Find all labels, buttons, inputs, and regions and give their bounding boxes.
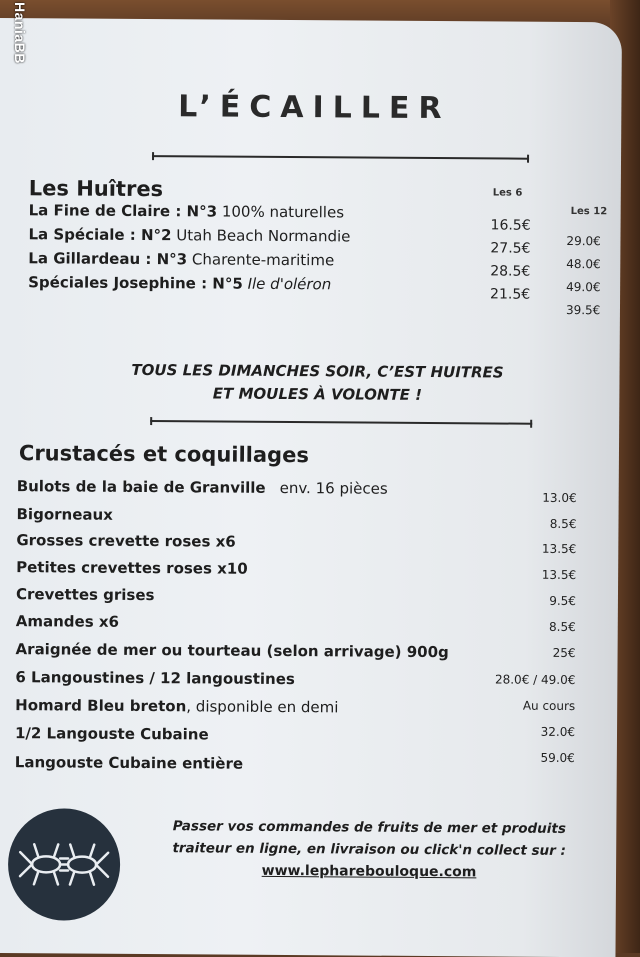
title-divider [152,155,529,160]
menu-item: Langouste Cubaine entière [14,753,244,773]
oyster-price-6: 27.5€ [490,240,531,257]
oyster-price-6: 16.5€ [490,217,531,234]
order-info-line-2: traiteur en ligne, en livraison ou click'n collect sur : [172,840,566,859]
item-price: 59.0€ [540,750,575,766]
col-header-12: Les 12 [570,205,608,218]
oyster-price-12: 49.0€ [566,279,601,295]
website-link[interactable]: www.lepharebouloque.com [261,862,477,881]
menu-page [0,18,622,957]
lobster-logo-icon [8,808,121,921]
oyster-price-12: 29.0€ [566,233,601,249]
promo-line-1: TOUS LES DIMANCHES SOIR, C’EST HUITRES [131,360,504,382]
promo-banner [57,358,577,408]
item-price: 32.0€ [540,724,576,740]
item-price: 28.0€ / 49.0€ [494,672,576,688]
menu-item: Petites crevettes roses x10 [16,558,248,578]
menu-item: Bigorneaux [16,505,113,524]
item-price: 9.5€ [549,593,576,609]
oyster-price-12: 48.0€ [566,256,601,272]
menu-item: 1/2 Langouste Cubaine [14,724,209,744]
item-price: Au cours [522,698,576,714]
restaurant-title: L’ÉCAILLER [178,89,451,127]
oyster-price-6: 21.5€ [490,286,531,303]
item-price: 13.0€ [542,490,577,506]
menu-item: Araignée de mer ou tourteau (selon arrivage) 900g [15,640,449,662]
order-info [144,815,594,884]
menu-item: 6 Langoustines / 12 langoustines [15,668,295,689]
item-price: 13.5€ [541,541,577,557]
col-header-6: Les 6 [492,187,523,199]
menu-item: Bulots de la baie de Granville env. 16 pièces [16,477,388,498]
item-price: 8.5€ [549,516,577,532]
menu-item: Grosses crevette roses x6 [16,531,236,551]
promo-divider [150,420,532,425]
menu-item: Homard Bleu breton, disponible en demi [15,696,339,717]
menu-item: Amandes x6 [15,612,120,631]
order-info-line-1: Passer vos commandes de fruits de mer et produits [172,818,566,837]
oyster-price-12: 39.5€ [565,302,601,318]
lobster-icon [8,808,121,921]
promo-line-2: ET MOULES À VOLONTE ! [212,384,423,404]
oyster-row: La Spéciale : N°2 Utah Beach Normandie [28,225,351,246]
oyster-row: La Fine de Claire : N°3 100% naturelles [28,201,345,222]
crustaces-heading: Crustacés et coquillages [18,441,309,468]
item-price: 25€ [552,645,576,661]
oyster-price-6: 28.5€ [490,263,531,280]
oyster-row: La Gillardeau : N°3 Charente-maritime [28,249,335,270]
watermark-text: HaniaBB [12,2,28,64]
menu-item: Crevettes grises [15,585,155,605]
oyster-row: Spéciales Josephine : N°5 Ile d'oléron [28,273,332,294]
item-price: 8.5€ [548,619,576,635]
oysters-heading: Les Huîtres [28,176,164,202]
item-price: 13.5€ [541,567,577,583]
